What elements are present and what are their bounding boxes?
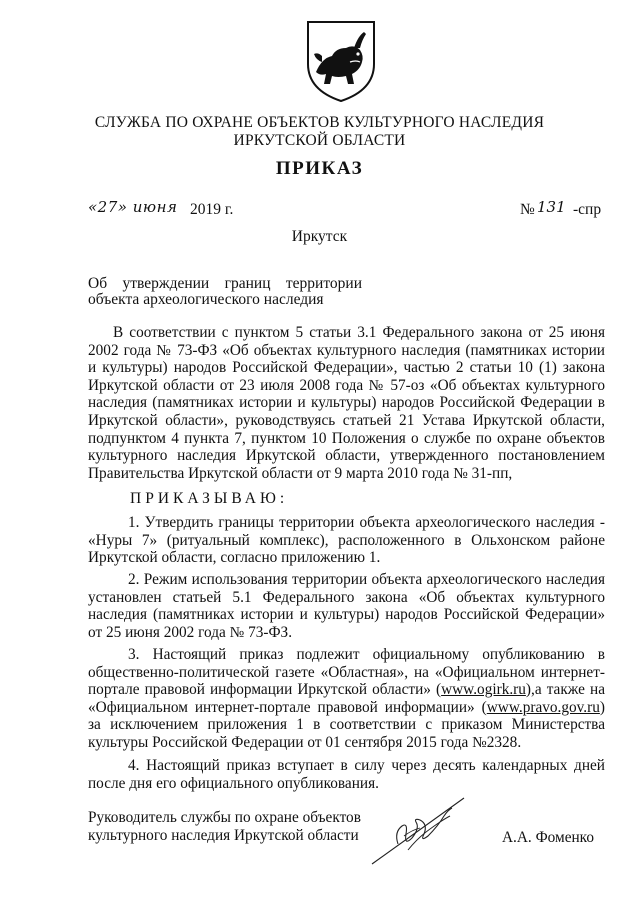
ogirk-link[interactable]: www.ogirk.ru xyxy=(441,681,526,699)
order-directive-word: ПРИКАЗЫВАЮ: xyxy=(130,490,289,507)
item3-text-b: ),а также на «Официальном интернет-портале правовой информации» ( xyxy=(88,681,605,716)
preamble-paragraph: В соответствии с пунктом 5 статьи 3.1 Федерального закона от 25 июня 2002 года № 73-ФЗ «Об объектах культурного наследия (памятниках истории и культуры) народов Российской Федерации», частью 2 статьи 10 (1) закона Иркутской области от 23 июля 2008 года № 57-оз «Об объектах культурного наследия (памятниках истории и культуры) народов Российской Федерации в Иркутской области», руководствуясь статьей 21 Устава Иркутской области, подпунктом 4 пункта 7, пунктом 10 Положения о службе по охране объектов культурного наследия Иркутской области, утвержденного постановлением Правительства Иркутской области от 9 марта 2010 года № 31-пп, xyxy=(88,324,605,482)
subject-word: Об xyxy=(88,275,108,292)
subject-word: территории xyxy=(285,275,362,292)
organization-name-line2: ИРКУТСКОЙ ОБЛАСТИ xyxy=(233,132,406,149)
handwritten-signature-icon xyxy=(368,792,478,867)
subject-word: утверждении xyxy=(122,275,210,292)
order-number-sign: № xyxy=(520,201,535,218)
city-name: Иркутск xyxy=(291,228,348,245)
signer-position xyxy=(88,809,361,845)
subject-word: границ xyxy=(224,275,271,292)
signer-position-line2: культурного наследия Иркутской области xyxy=(88,827,359,844)
coat-of-arms-icon xyxy=(302,18,380,104)
item3-text-a: 3. Настоящий приказ подлежит официальному опубликованию в общественно-политической газете «Областная», на «Официальном интернет-портале правовой информации Иркутской области» ( xyxy=(88,646,605,699)
order-number-handwritten: 131 xyxy=(537,198,566,216)
order-year: 2019 г. xyxy=(190,201,234,218)
document-title: ПРИКАЗ xyxy=(275,158,364,179)
subject-line2: объекта археологического наследия xyxy=(88,291,324,308)
signer-position-line1: Руководитель службы по охране объектов xyxy=(88,809,361,826)
order-item-4: 4. Настоящий приказ вступает в силу через десять календарных дней после дня его официального опубликования. xyxy=(88,757,605,792)
subject-line1 xyxy=(88,276,362,292)
signer-name: А.А. Фоменко xyxy=(502,829,594,846)
order-item-3 xyxy=(88,646,605,752)
organization-name-line1: СЛУЖБА ПО ОХРАНЕ ОБЪЕКТОВ КУЛЬТУРНОГО НАСЛЕДИЯ xyxy=(94,114,545,131)
order-item-2: 2. Режим использования территории объекта археологического наследия установлен статьей 5.1 Федерального закона «Об объектах культурного наследия (памятниках истории и культуры) народов Российской Федерации» от 25 июня 2002 года № 73-ФЗ. xyxy=(88,571,605,641)
order-item-1: 1. Утвердить границы территории объекта археологического наследия - «Нуры 7» (ритуальный комплекс), расположенного в Ольхонском районе Иркутской области, согласно приложению 1. xyxy=(88,514,605,567)
order-date-handwritten: «27» июня xyxy=(88,198,178,216)
item3-text-c: ) за исключением приложения 1 в соответствии с приказом Министерства культуры Российской Федерации от 01 сентября 2015 года №2328. xyxy=(88,698,605,751)
order-number-suffix: -спр xyxy=(573,201,602,218)
order-subject xyxy=(88,276,388,308)
pravo-gov-link[interactable]: www.pravo.gov.ru xyxy=(486,698,600,716)
